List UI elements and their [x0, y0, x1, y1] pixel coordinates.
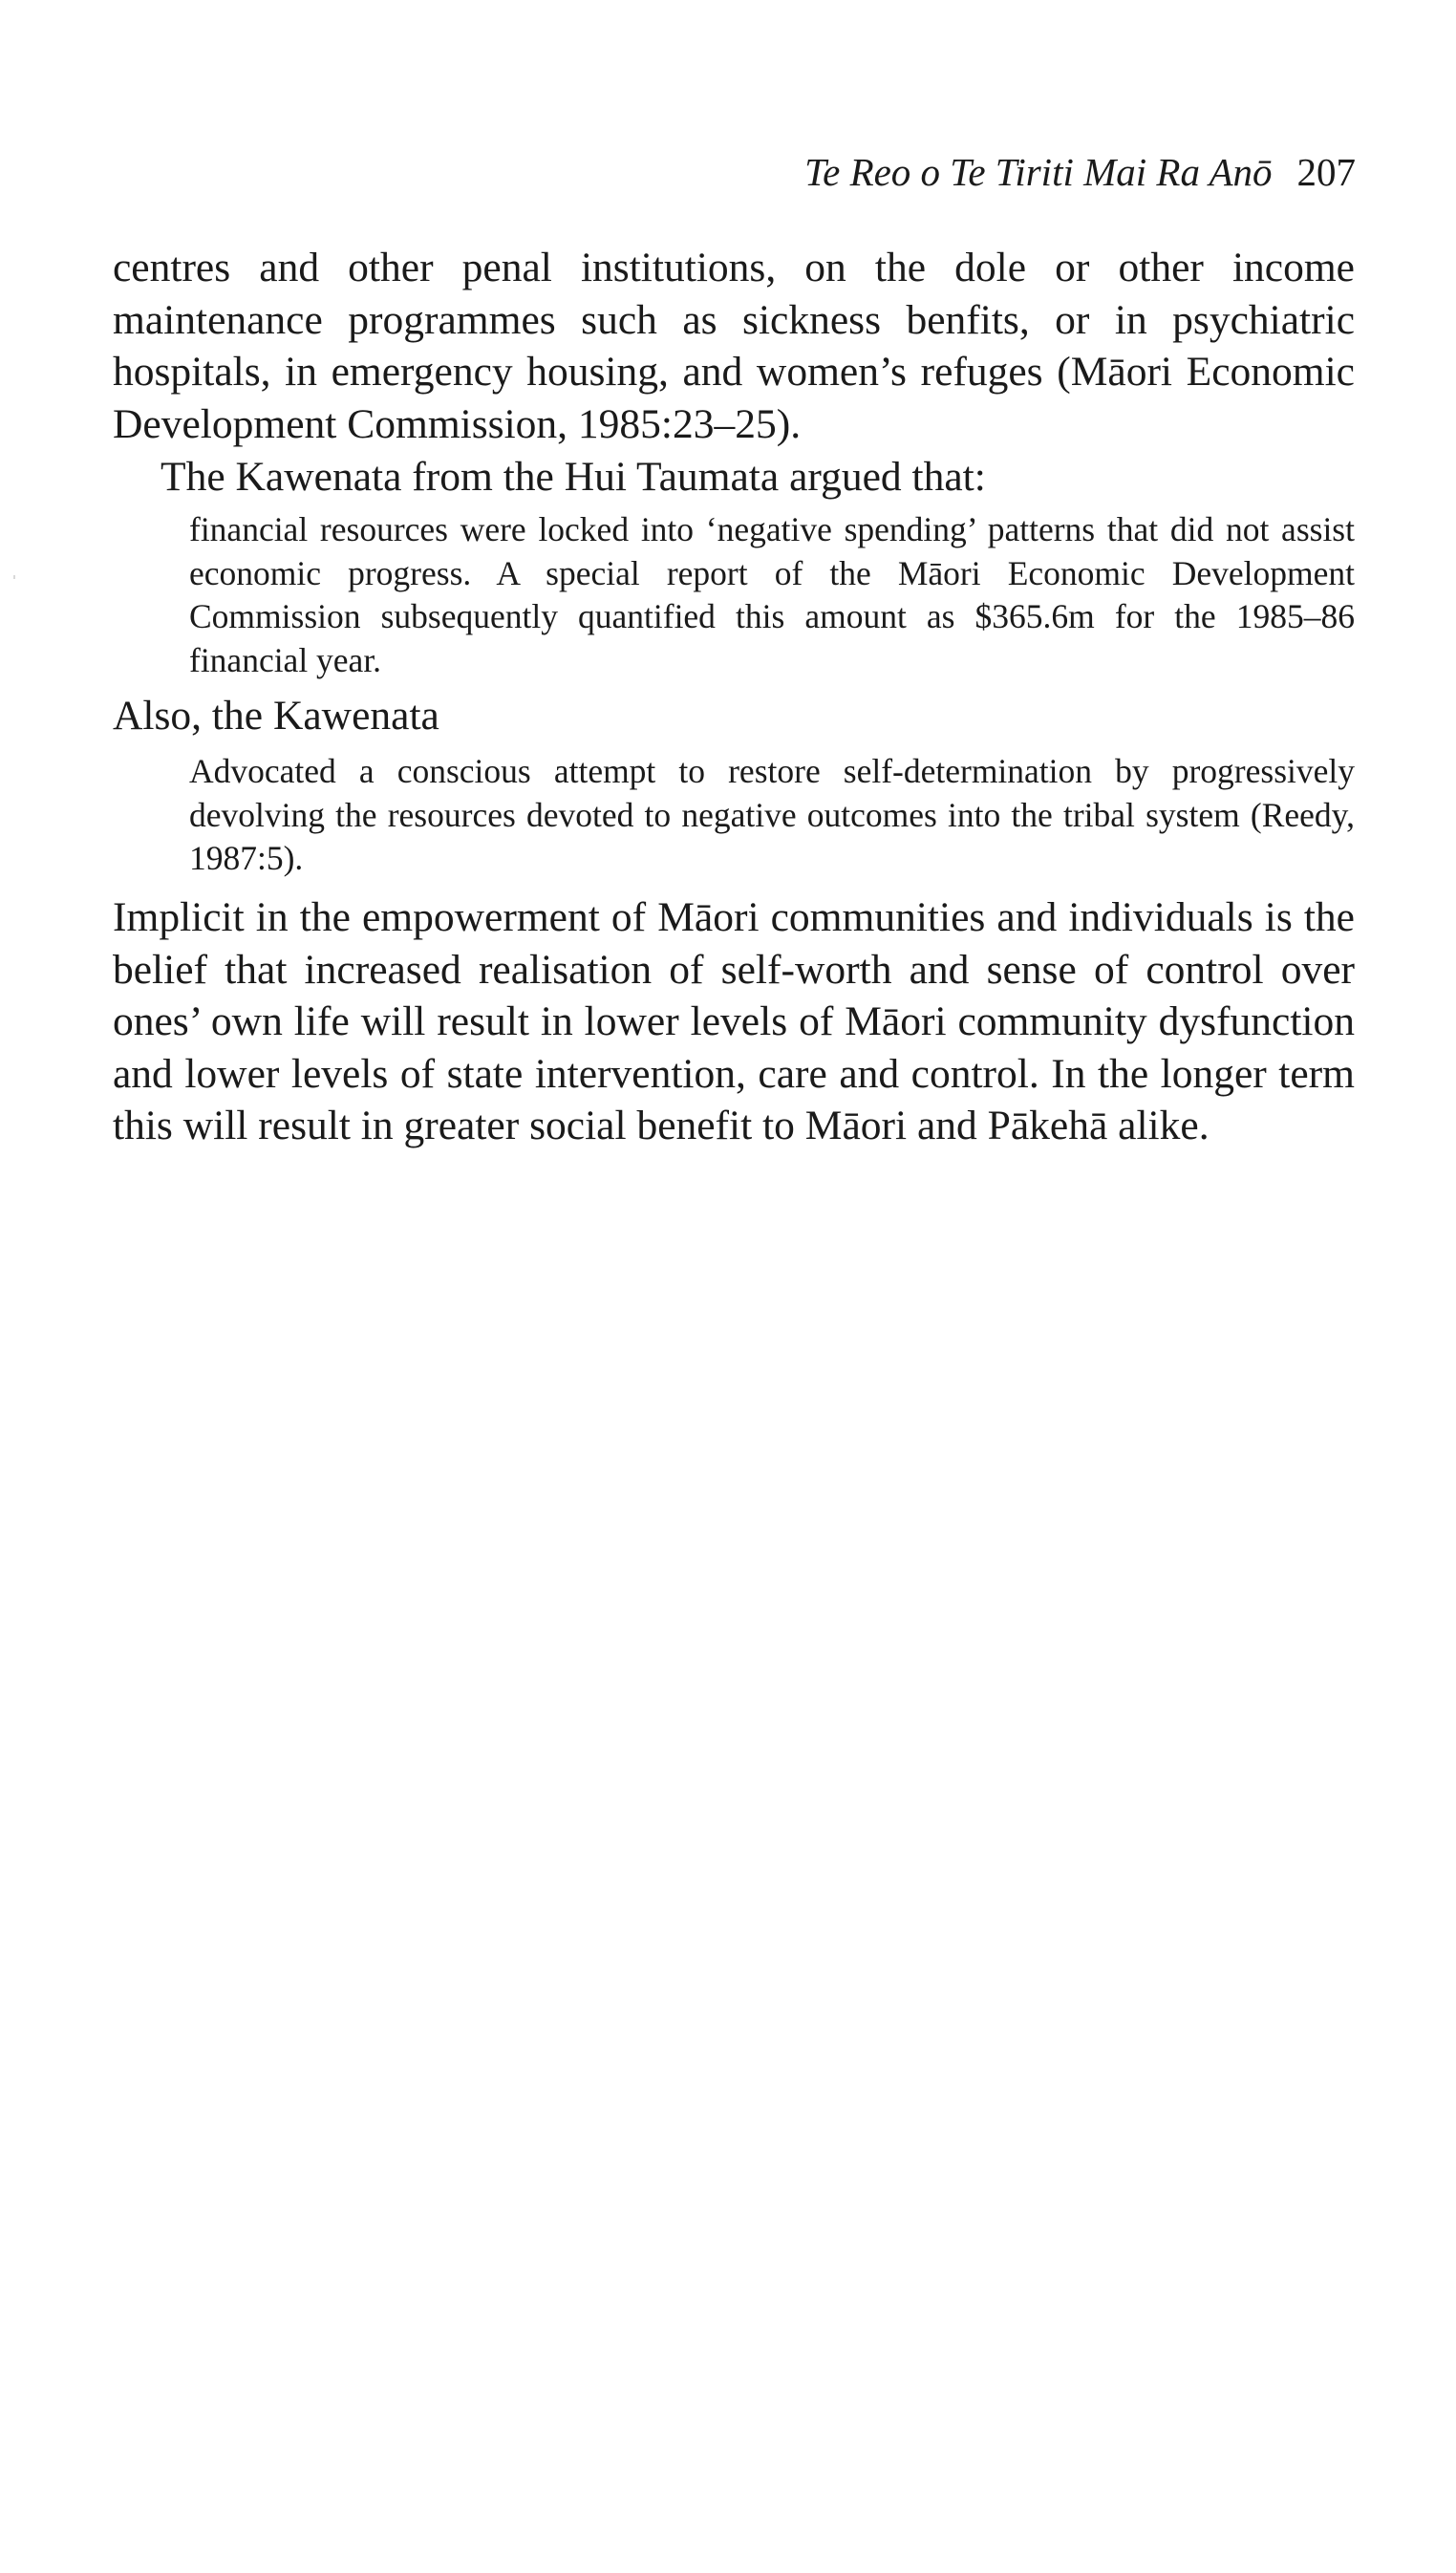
block-quote-reedy: Advocated a conscious attempt to restore self-determination by progressively devolving the resources devoted to negative outcomes into the tribal system (Reedy, 1987:5).	[189, 752, 1355, 877]
running-title: Te Reo o Te Tiriti Mai Ra Anō	[804, 150, 1273, 194]
paragraph-also-kawenata: Also, the Kawenata	[113, 693, 439, 739]
margin-mark	[13, 575, 15, 579]
paragraph-kawenata-intro: The Kawenata from the Hui Taumata argued that:	[161, 454, 986, 500]
paragraph-implicit: Implicit in the empowerment of Māori communities and individuals is the belief that increased realisation of self-worth and sense of control over ones’ own life will result in lower levels of Māori community dysfunction and lower levels of state intervention, care and control. In the longer term this will result in greater social benefit to Māori and Pākehā alike.	[113, 894, 1355, 1148]
paragraph-continued: centres and other penal institutions, on the dole or other income maintenance programmes such as sickness benfits, or in psychiatric hospitals, in emergency housing, and women’s refuges (Māori Economic Development Commission, 1985:23–25).	[113, 245, 1355, 447]
running-header	[804, 149, 1356, 195]
block-quote-financial: financial resources were locked into ‘negative spending’ patterns that did not assist economic progress. A special report of the Māori Economic Development Commission subsequently quantified this amount as $365.6m for the 1985–86 financial year.	[189, 510, 1355, 679]
page-number: 207	[1296, 150, 1356, 194]
